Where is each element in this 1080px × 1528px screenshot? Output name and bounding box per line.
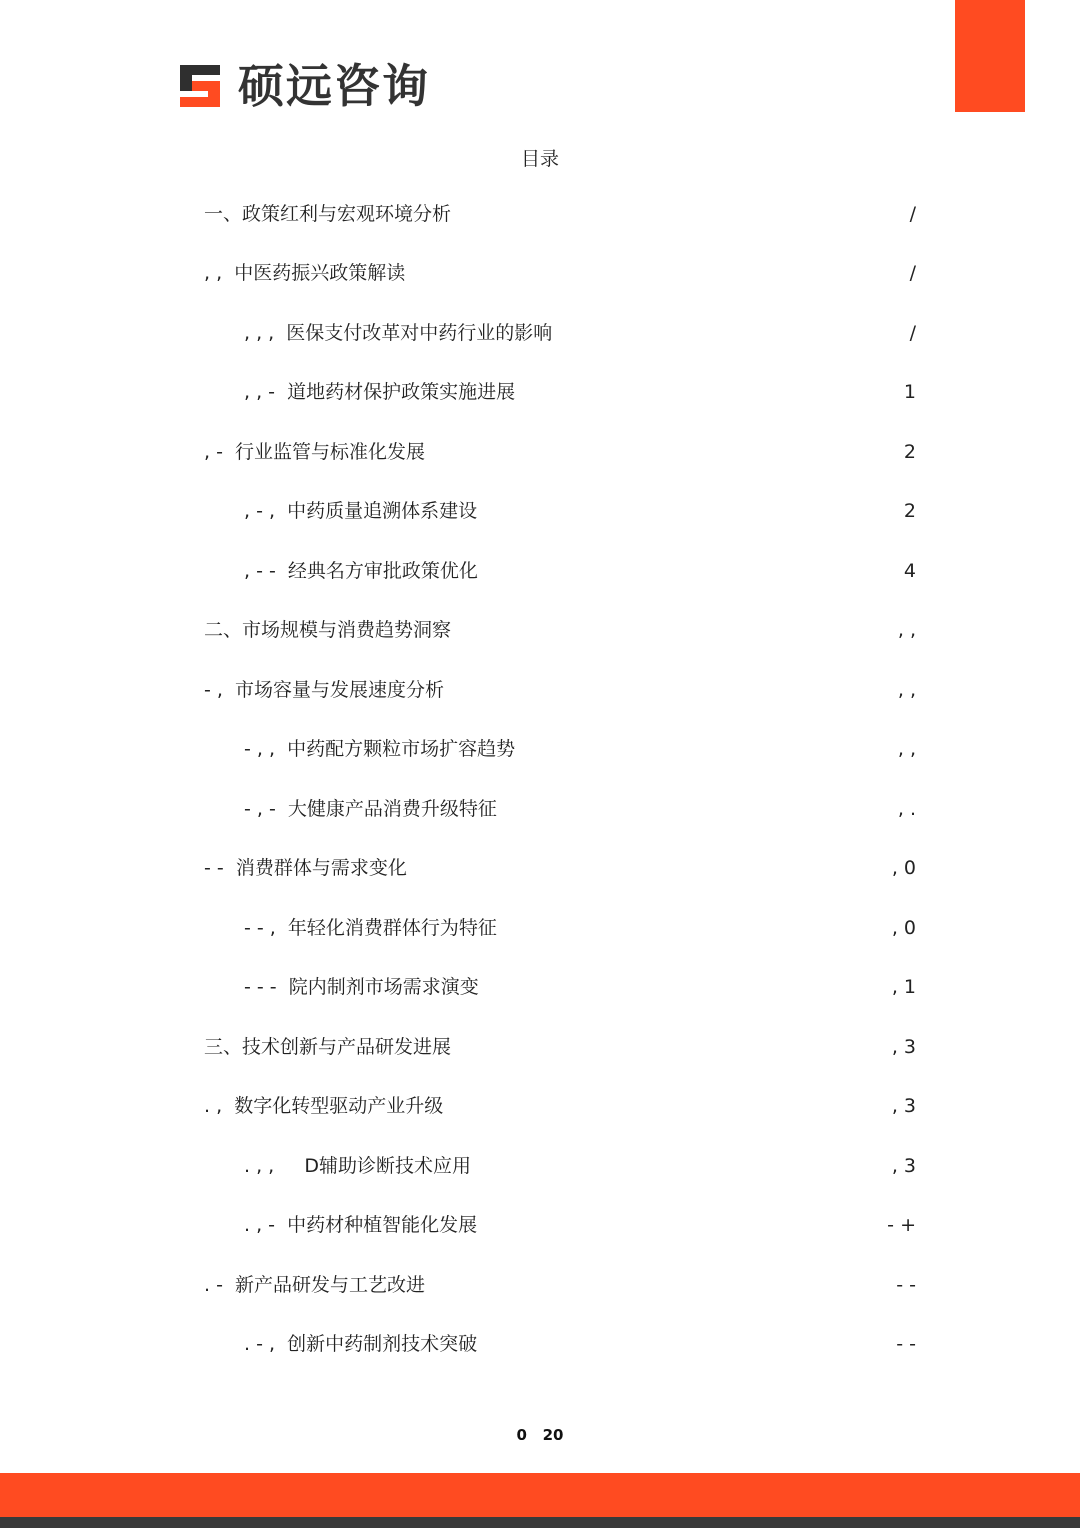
- toc-entry[interactable]: [0, 184, 1080, 244]
- toc-entry-page: , 3: [891, 1035, 916, 1058]
- toc-entry[interactable]: [0, 303, 1080, 363]
- toc-entry-label: - - - 院内制剂市场需求演变: [244, 976, 479, 999]
- toc-entry-page: , 0: [891, 857, 916, 880]
- toc-entry-page: 2: [903, 440, 916, 463]
- toc-entry[interactable]: [0, 363, 1080, 423]
- toc-entry-page: , 3: [891, 1095, 916, 1118]
- toc-entry-page: /: [909, 262, 916, 285]
- toc-entry-page: - +: [887, 1214, 916, 1237]
- toc-entry[interactable]: [0, 244, 1080, 304]
- toc-entry-page: 2: [903, 500, 916, 523]
- toc-entry-page: , 0: [891, 916, 916, 939]
- toc-entry-page: 1: [903, 381, 916, 404]
- toc-entry-label: , , , 医保支付改革对中药行业的影响: [244, 321, 553, 344]
- toc-entry-page: 4: [903, 559, 916, 582]
- toc-entry-label: , , - 道地药材保护政策实施进展: [244, 381, 516, 404]
- toc-entry[interactable]: [0, 660, 1080, 720]
- toc-entry[interactable]: [0, 482, 1080, 542]
- toc-entry[interactable]: [0, 1017, 1080, 1077]
- brand-logo: [176, 58, 430, 114]
- toc-entry-label: . , 数字化转型驱动产业升级: [204, 1095, 444, 1118]
- toc-entry[interactable]: [0, 1315, 1080, 1375]
- toc-entry-label: - , 市场容量与发展速度分析: [204, 678, 445, 701]
- toc-entry-label: - , , 中药配方颗粒市场扩容趋势: [244, 738, 516, 761]
- toc-entry[interactable]: [0, 1196, 1080, 1256]
- toc-entry[interactable]: [0, 898, 1080, 958]
- brand-name: 硕远咨询: [238, 59, 430, 113]
- toc-entry-label: , - 行业监管与标准化发展: [204, 440, 426, 463]
- toc-entry-label: - - 消费群体与需求变化: [204, 857, 407, 880]
- toc-entry-page: , 3: [891, 1154, 916, 1177]
- toc-entry-page: , ,: [897, 678, 916, 701]
- footer-accent-bar: [0, 1473, 1080, 1517]
- toc-entry-label: 三、技术创新与产品研发进展: [204, 1035, 452, 1058]
- toc-entry-page: /: [909, 321, 916, 344]
- toc-entry-label: , - - 经典名方审批政策优化: [244, 559, 478, 582]
- toc-entry[interactable]: [0, 779, 1080, 839]
- toc-entry-page: , ,: [897, 619, 916, 642]
- toc-entry[interactable]: [0, 958, 1080, 1018]
- page-number: 0 20: [516, 1426, 564, 1444]
- toc-entry[interactable]: [0, 839, 1080, 899]
- toc-entry-label: 二、市场规模与消费趋势洞察: [204, 619, 452, 642]
- toc-entry-label: . , - 中药材种植智能化发展: [244, 1214, 478, 1237]
- toc-entry[interactable]: [0, 1255, 1080, 1315]
- toc-entry-label: 一、政策红利与宏观环境分析: [204, 202, 452, 225]
- toc-entry-page: - -: [896, 1333, 916, 1356]
- footer-dark-strip: [0, 1517, 1080, 1528]
- toc-entry[interactable]: [0, 1136, 1080, 1196]
- toc-entry-page: , 1: [891, 976, 916, 999]
- toc-entry-page: , .: [897, 797, 916, 820]
- toc-entry-label: . - , 创新中药制剂技术突破: [244, 1333, 478, 1356]
- toc-entry[interactable]: [0, 601, 1080, 661]
- toc-entry-page: /: [909, 202, 916, 225]
- toc-entry-page: , ,: [897, 738, 916, 761]
- toc-entry[interactable]: [0, 422, 1080, 482]
- toc-entry-label: - , - 大健康产品消费升级特征: [244, 797, 497, 820]
- toc-entry-label: . , , D辅助诊断技术应用: [244, 1154, 472, 1177]
- toc-list: [0, 184, 1080, 1374]
- toc-entry-page: - -: [896, 1273, 916, 1296]
- toc-entry[interactable]: [0, 720, 1080, 780]
- toc-entry[interactable]: [0, 1077, 1080, 1137]
- toc-entry-label: , , 中医药振兴政策解读: [204, 262, 406, 285]
- toc-title: 目录: [520, 148, 559, 170]
- s-logo-icon: [176, 61, 226, 111]
- toc-entry[interactable]: [0, 541, 1080, 601]
- toc-entry-label: . - 新产品研发与工艺改进: [204, 1273, 426, 1296]
- corner-accent-tab: [955, 0, 1025, 112]
- toc-entry-label: - - , 年轻化消费群体行为特征: [244, 916, 497, 939]
- toc-entry-label: , - , 中药质量追溯体系建设: [244, 500, 478, 523]
